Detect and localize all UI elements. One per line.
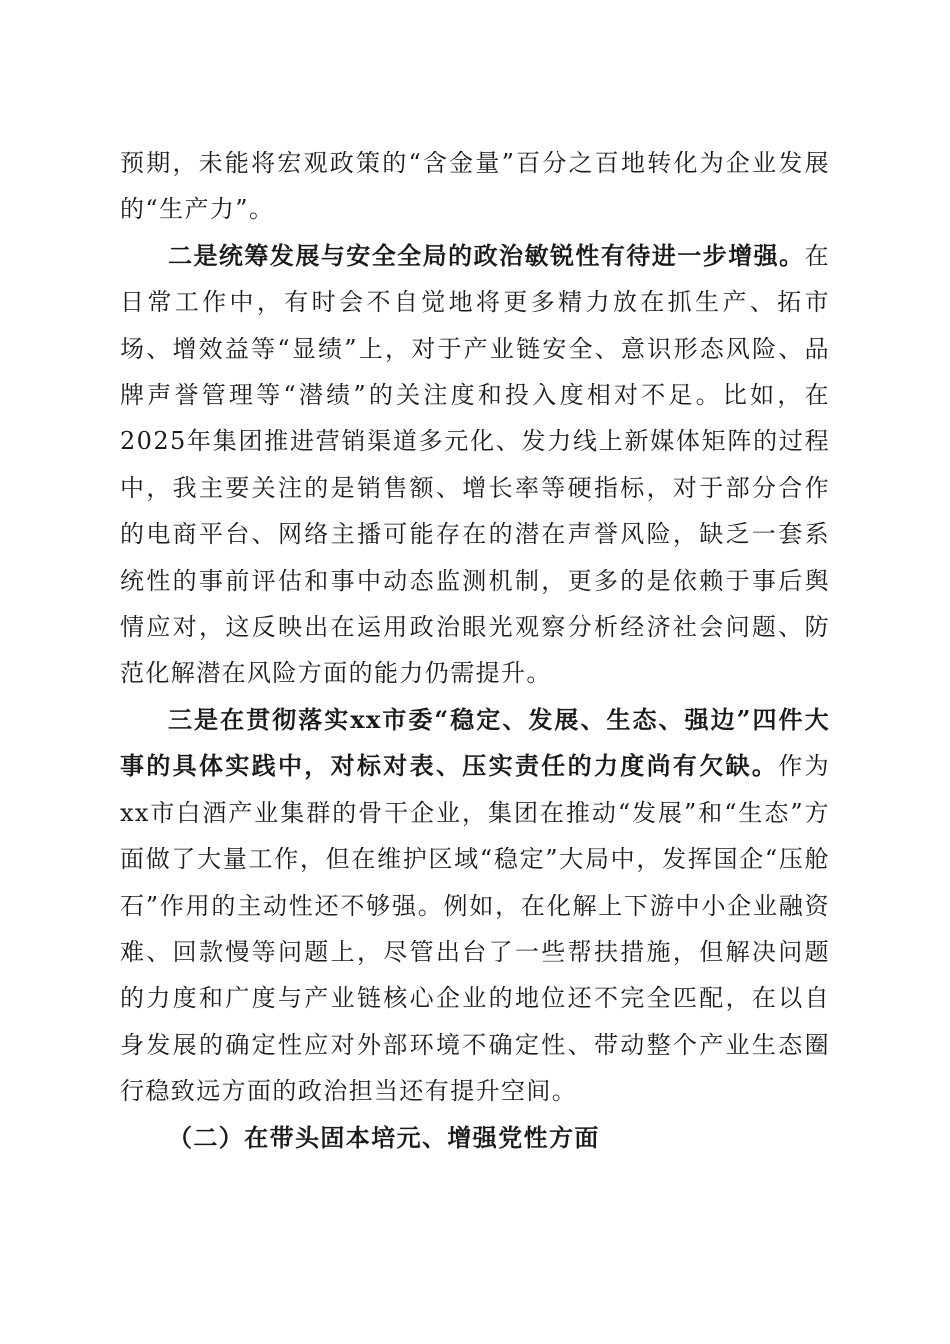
paragraph-continuation — [120, 140, 830, 233]
paragraph-point-two — [120, 233, 830, 697]
paragraph-point-three — [120, 697, 830, 1115]
document-body — [120, 140, 830, 1161]
paragraph-text: 作为xx市白酒产业集群的骨干企业，集团在推动“发展”和“生态”方面做了大量工作，但在维护区域“稳定”大局中，发挥国企“压舱石”作用的主动性还不够强。例如，在化解上下游中小企业融资难、回款慢等问题上，尽管出台了一些帮扶措施，但解决问题的力度和广度与产业链核心企业的地位还不完全匹配，在以自身发展的确定性应对外部环境不确定性、带动整个产业生态圈行稳致远方面的政治担当还有提升空间。 — [120, 752, 830, 1106]
paragraph-text: 预期，未能将宏观政策的“含金量”百分之百地转化为企业发展的“生产力”。 — [120, 149, 830, 224]
section-heading: （二）在带头固本培元、增强党性方面 — [168, 1122, 600, 1152]
paragraph-text: 在日常工作中，有时会不自觉地将更多精力放在抓生产、拓市场、增效益等“显绩”上，对于产业链安全、意识形态风险、品牌声誉管理等“潜绩”的关注度和投入度相对不足。比如，在2025年集团推进营销渠道多元化、发力线上新媒体矩阵的过程中，我主要关注的是销售额、增长率等硬指标，对于部分合作的电商平台、网络主播可能存在的潜在声誉风险，缺乏一套系统性的事前评估和事中动态监测机制，更多的是依赖于事后舆情应对，这反映出在运用政治眼光观察分析经济社会问题、防范化解潜在风险方面的能力仍需提升。 — [120, 241, 830, 688]
paragraph-lead: 二是统筹发展与安全全局的政治敏锐性有待进一步增强。 — [168, 240, 805, 270]
paragraph-lead: 三是在贯彻落实xx市委“稳定、发展、生态、强边”四件大事的具体实践中，对标对表、压实责任的力度尚有欠缺。 — [120, 704, 830, 781]
